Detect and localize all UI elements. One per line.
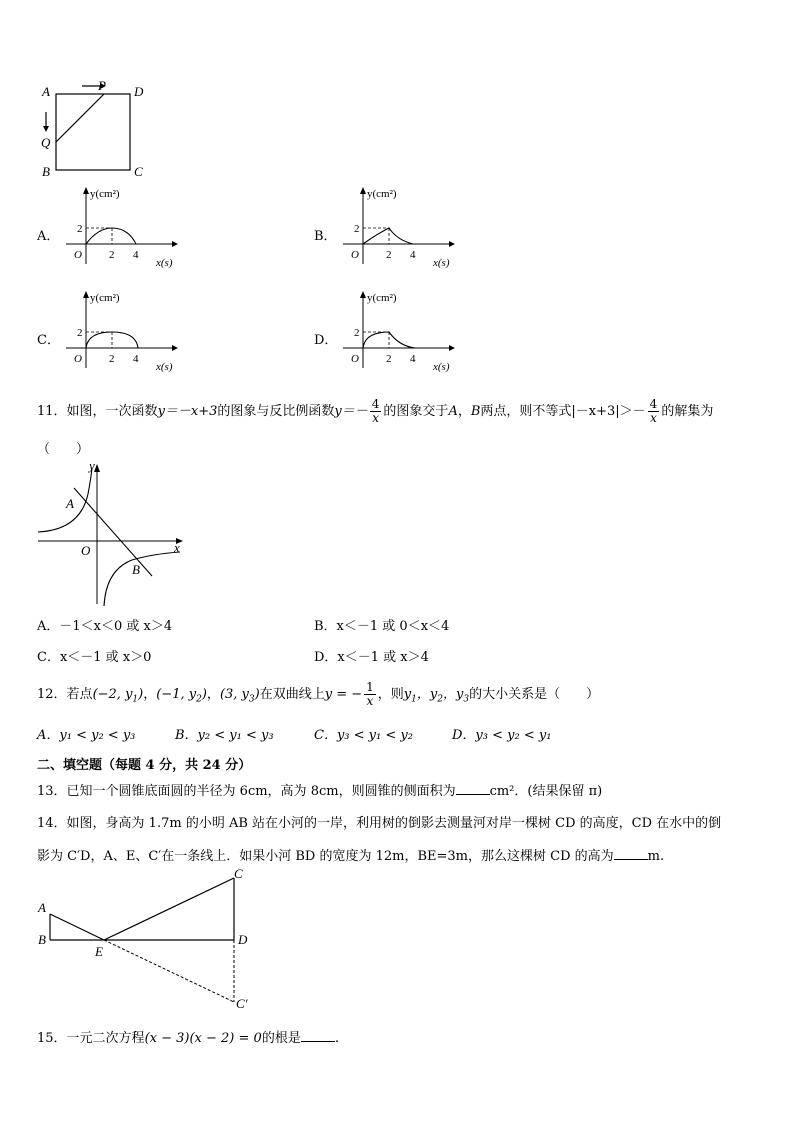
graph-d-ylabel: y(cm²)	[367, 292, 397, 304]
q14-line-2: 影为 C′D，A、E、C′在一条线上．如果小河 BD 的宽度为 12m，BE=3m，那么这棵树 CD 的高为 m.	[37, 849, 665, 864]
q12-option-b[interactable]: B．y₂ < y₁ < y₃	[175, 728, 274, 743]
q11-part1: 如图，一次函数	[66, 404, 158, 419]
graph-d-xtick2: 4	[410, 353, 416, 365]
q14-line-1: 14．如图，身高为 1.7m 的小明 AB 站在小河的一岸，利用树的倒影去测量河对岸一棵树 CD 的高度，CD 在水中的倒	[37, 816, 722, 831]
label-p: P	[98, 78, 106, 93]
q12-option-d[interactable]: D．y₃ < y₂ < y₁	[452, 728, 552, 743]
graph-b-xtick2: 4	[410, 249, 416, 261]
q11-fraction-2: $\frac{4}{x}$	[649, 397, 658, 425]
q11-f1: y＝－x+3	[157, 404, 218, 419]
q11-option-a[interactable]: A．－1＜x＜0 或 x＞4	[37, 619, 173, 634]
graph-option-b	[337, 184, 477, 274]
q11-option-c[interactable]: C．x＜－1 或 x＞0	[37, 650, 152, 665]
q12-point-1: (−2, $y_1$)	[92, 687, 144, 705]
q13-answer-blank[interactable]	[456, 782, 490, 795]
option-d-letter[interactable]: D．	[314, 333, 338, 348]
q14-fig-cprime: C′	[236, 996, 248, 1011]
q12-option-a[interactable]: A．y₁ < y₂ < y₃	[37, 728, 136, 743]
q12-point-3: (3, $y_3$)	[219, 687, 260, 705]
q11-fig-o: O	[81, 543, 91, 558]
graph-c-xtick2: 4	[133, 353, 139, 365]
q11-part5: 的解集为	[661, 404, 714, 419]
option-c-letter[interactable]: C．	[37, 333, 60, 348]
q15-answer-blank[interactable]	[301, 1029, 335, 1042]
graph-c-xlabel: x(s)	[156, 361, 173, 373]
graph-a-ylabel: y(cm²)	[90, 188, 120, 200]
label-b: B	[42, 164, 50, 179]
graph-d-xlabel: x(s)	[433, 361, 450, 373]
q11-fig-y: y	[89, 458, 95, 473]
graph-a-origin: O	[74, 249, 82, 261]
q11-figure	[34, 458, 194, 606]
label-q: Q	[41, 135, 51, 150]
q11-option-d[interactable]: D．x＜－1 或 x＞4	[314, 650, 429, 665]
graph-b-ylabel: y(cm²)	[367, 188, 397, 200]
q14-fig-b: B	[38, 932, 46, 947]
graph-option-a	[60, 184, 200, 274]
q11-f2: y＝－	[334, 404, 368, 419]
graph-d-ytick: 2	[354, 327, 360, 339]
graph-option-c	[60, 288, 200, 378]
q11-part4: 两点，则不等式|－x+3|＞－	[480, 404, 646, 419]
graph-b-origin: O	[351, 249, 359, 261]
option-a-letter[interactable]: A．	[37, 229, 60, 244]
q12-option-c[interactable]: C．y₃ < y₁ < y₂	[314, 728, 413, 743]
graph-c-origin: O	[74, 353, 82, 365]
q14-fig-a: A	[38, 900, 46, 915]
graph-c-ylabel: y(cm²)	[90, 292, 120, 304]
q12-stem: 12．若点(−2, $y_1$)，(−1, $y_2$)，(3, $y_3$)在双曲线上y = − $\frac{1}{x}$ ，则$y_1$，$y_2$，$y_3$的大小关系是（ ）	[37, 680, 600, 708]
q15-equation: (x − 3)(x − 2) = 0	[144, 1031, 262, 1046]
q13-stem: 13．已知一个圆锥底面圆的半径为 6cm，高为 8cm，则圆锥的侧面积为 cm²．(结果保留 π)	[37, 784, 603, 799]
q11-part3: 的图象交于	[383, 404, 449, 419]
q12-fraction: $\frac{1}{x}$	[366, 680, 374, 708]
label-d: D	[134, 84, 144, 99]
q11-paren: （ ）	[37, 442, 90, 457]
graph-c-ytick: 2	[77, 327, 83, 339]
q11-number: 11．	[37, 404, 67, 419]
label-a: A	[42, 84, 50, 99]
graph-b-ytick: 2	[354, 223, 360, 235]
graph-b-xlabel: x(s)	[433, 257, 450, 269]
q14-fig-d: D	[238, 932, 248, 947]
square-figure	[36, 76, 156, 180]
option-b-letter[interactable]: B．	[314, 229, 337, 244]
q11-part2: 的图象与反比例函数	[217, 404, 335, 419]
graph-a-xtick1: 2	[109, 249, 115, 261]
q14-fig-c: C	[234, 866, 243, 881]
q11-fig-a: A	[66, 496, 74, 511]
graph-c-xtick1: 2	[109, 353, 115, 365]
section-2-title: 二、填空题（每题 4 分，共 24 分）	[37, 758, 252, 773]
q14-answer-blank[interactable]	[614, 847, 648, 860]
q11-stem: 11．如图，一次函数y＝－x+3的图象与反比例函数y＝－ $\frac{4}{x}$ 的图象交于A，B两点，则不等式|－x+3|＞－ $\frac{4}{x}$ 的解集为	[37, 397, 714, 425]
label-c: C	[134, 164, 143, 179]
graph-option-d	[337, 288, 477, 378]
q11-fig-b: B	[132, 562, 140, 577]
graph-b-xtick1: 2	[386, 249, 392, 261]
graph-a-xtick2: 4	[133, 249, 139, 261]
q14-fig-e: E	[95, 944, 103, 959]
q11-option-b[interactable]: B．x＜－1 或 0＜x＜4	[314, 619, 450, 634]
graph-d-xtick1: 2	[386, 353, 392, 365]
graph-a-xlabel: x(s)	[156, 257, 173, 269]
q15-stem: 15．一元二次方程(x − 3)(x − 2) = 0的根是 .	[37, 1031, 339, 1046]
q11-fig-x: x	[174, 540, 180, 555]
graph-d-origin: O	[351, 353, 359, 365]
q14-figure	[34, 864, 264, 1014]
q12-point-2: (−1, $y_2$)	[156, 687, 207, 705]
q11-fraction-1: $\frac{4}{x}$	[371, 397, 380, 425]
graph-a-ytick: 2	[77, 223, 83, 235]
